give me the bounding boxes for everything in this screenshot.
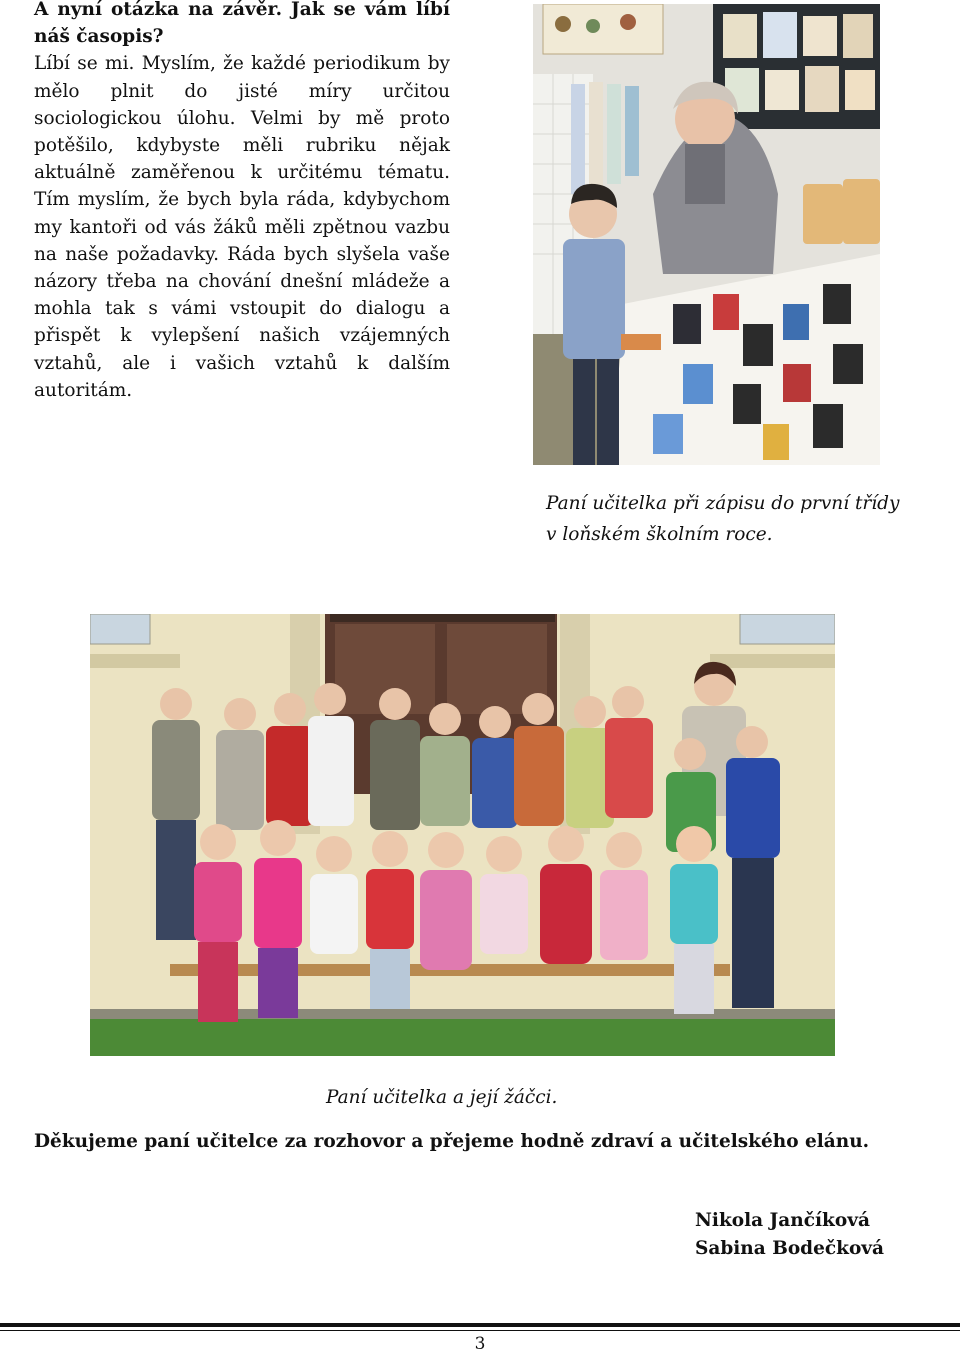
interview-text (34, 0, 450, 404)
interview-answer: Líbí se mi. Myslím, že každé periodikum by mělo plnit do jisté míry určitou sociologickou úlohu. Velmi by mě proto potěšilo, kdybyste měli rubriku nějak aktuálně zaměřenou k určitému tématu. Tím myslím, že bych byla ráda, kdybychom my kantoři od vás žáků měli zpětnou vazbu na naše požadavky. Ráda bych slyšela vaše názory třeba na chování dnešní mládeže a mohla tak s vámi vstoupit do dialogu a přispět k vylepšení našich vzájemných vztahů, ale i vašich vztahů k dalším autoritám. (34, 53, 450, 401)
enrolment-photo-caption (546, 488, 899, 550)
footer-rule (0, 1323, 960, 1327)
caption-line-1: Paní učitelka při zápisu do první třídy (546, 493, 900, 514)
enrolment-photo (533, 4, 880, 465)
authors (695, 1207, 884, 1263)
class-photo-caption: Paní učitelka a její žáčci. (326, 1087, 558, 1108)
footer-rule-thin (0, 1330, 960, 1331)
author-name: Nikola Jančíková (695, 1210, 870, 1231)
author-name: Sabina Bodečková (695, 1238, 885, 1259)
thanks-note: Děkujeme paní učitelce za rozhovor a přejeme hodně zdraví a učitelského elánu. (34, 1131, 870, 1152)
interview-question: A nyní otázka na závěr. Jak se vám líbí náš časopis? (34, 0, 450, 48)
caption-line-2: v loňském školním roce. (546, 524, 773, 545)
class-group-photo (90, 614, 835, 1056)
page-number: 3 (474, 1334, 486, 1354)
